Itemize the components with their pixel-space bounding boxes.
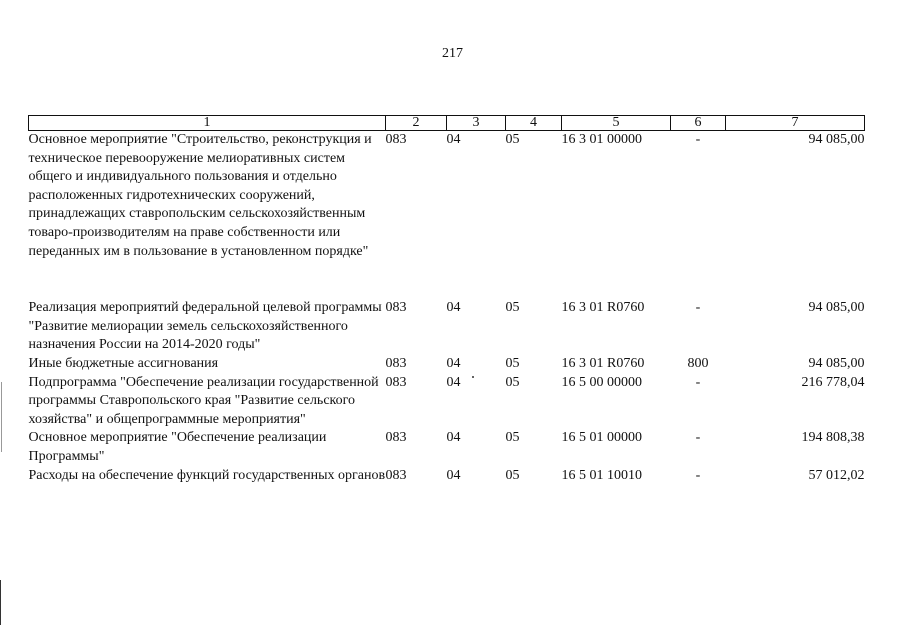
scan-speck [472,376,474,378]
row-name: Основное мероприятие "Обеспечение реализации Программы" [28,430,327,464]
row-amount: 194 808,38 [801,430,865,446]
row-amount: 216 778,04 [801,374,865,390]
budget-table [28,115,865,485]
table-row [29,355,865,374]
row-target-article: 16 5 01 00000 [561,430,642,446]
column-header-4: 4 [506,116,562,131]
row-expense-type: - [695,300,701,316]
column-header-1: 1 [29,116,386,131]
row-ministry-code: 083 [385,132,407,147]
row-subsection-code: 05 [505,467,520,483]
column-header-6: 6 [671,116,726,131]
column-header-2: 2 [386,116,447,131]
row-subsection-code: 05 [505,355,520,371]
row-name: Расходы на обеспечение функций государственных органов [28,467,386,483]
row-section-code: 04 [446,374,461,390]
row-amount: 94 085,00 [808,132,865,147]
row-section-code: 04 [446,430,461,446]
row-name: Реализация мероприятий федеральной целевой программы "Развитие мелиорации земель сельскохозяйственного назначения России на 2014-2020 годы" [28,300,382,353]
table-row [29,467,865,486]
row-ministry-code: 083 [385,430,407,446]
scan-margin-mark [1,382,2,452]
row-ministry-code: 083 [385,374,407,390]
row-target-article: 16 3 01 R0760 [561,300,645,316]
row-section-code: 04 [446,300,461,316]
row-target-article: 16 3 01 R0760 [561,355,645,371]
row-ministry-code: 083 [385,300,407,316]
row-section-code: 04 [446,132,461,147]
row-ministry-code: 083 [385,467,407,483]
column-header-5: 5 [562,116,671,131]
table-row [29,374,865,430]
row-ministry-code: 083 [385,355,407,371]
row-expense-type: - [695,430,701,446]
row-target-article: 16 5 00 00000 [561,374,642,390]
row-amount: 94 085,00 [808,300,865,316]
row-amount: 57 012,02 [808,467,865,483]
column-header-3: 3 [447,116,506,131]
row-target-article: 16 3 01 00000 [561,132,642,147]
table-header-row [29,116,865,131]
table-row [29,429,865,466]
page-number: 217 [442,46,463,61]
row-name: Иные бюджетные ассигнования [28,355,219,371]
row-expense-type: - [695,467,701,483]
row-expense-type: - [695,132,701,147]
row-subsection-code: 05 [505,430,520,446]
row-subsection-code: 05 [505,132,520,147]
row-subsection-code: 05 [505,300,520,316]
row-target-article: 16 5 01 10010 [561,467,642,483]
row-name: Подпрограмма "Обеспечение реализации государственной программы Ставропольского края "Развитие сельского хозяйства" и общепрограммные мероприятия" [28,374,379,427]
table-row [29,299,865,355]
row-subsection-code: 05 [505,374,520,390]
scan-margin-line [0,580,1,625]
row-section-code: 04 [446,467,461,483]
column-header-7: 7 [726,116,865,131]
row-expense-type: 800 [687,355,709,371]
row-expense-type: - [695,374,701,390]
row-section-code: 04 [446,355,461,371]
table-spacer [29,261,865,299]
table-row [29,131,865,262]
row-name: Основное мероприятие "Строительство, реконструкция и техническое перевооружение мелиоративных систем общего и индивидуального пользования и отдельно расположенных гидротехнических сооружений, принадлежащих ставропольским сельскохозяйственным товаро-производителям на праве собственности или переданных им в пользование в установленном порядке" [28,132,372,259]
row-amount: 94 085,00 [808,355,865,371]
